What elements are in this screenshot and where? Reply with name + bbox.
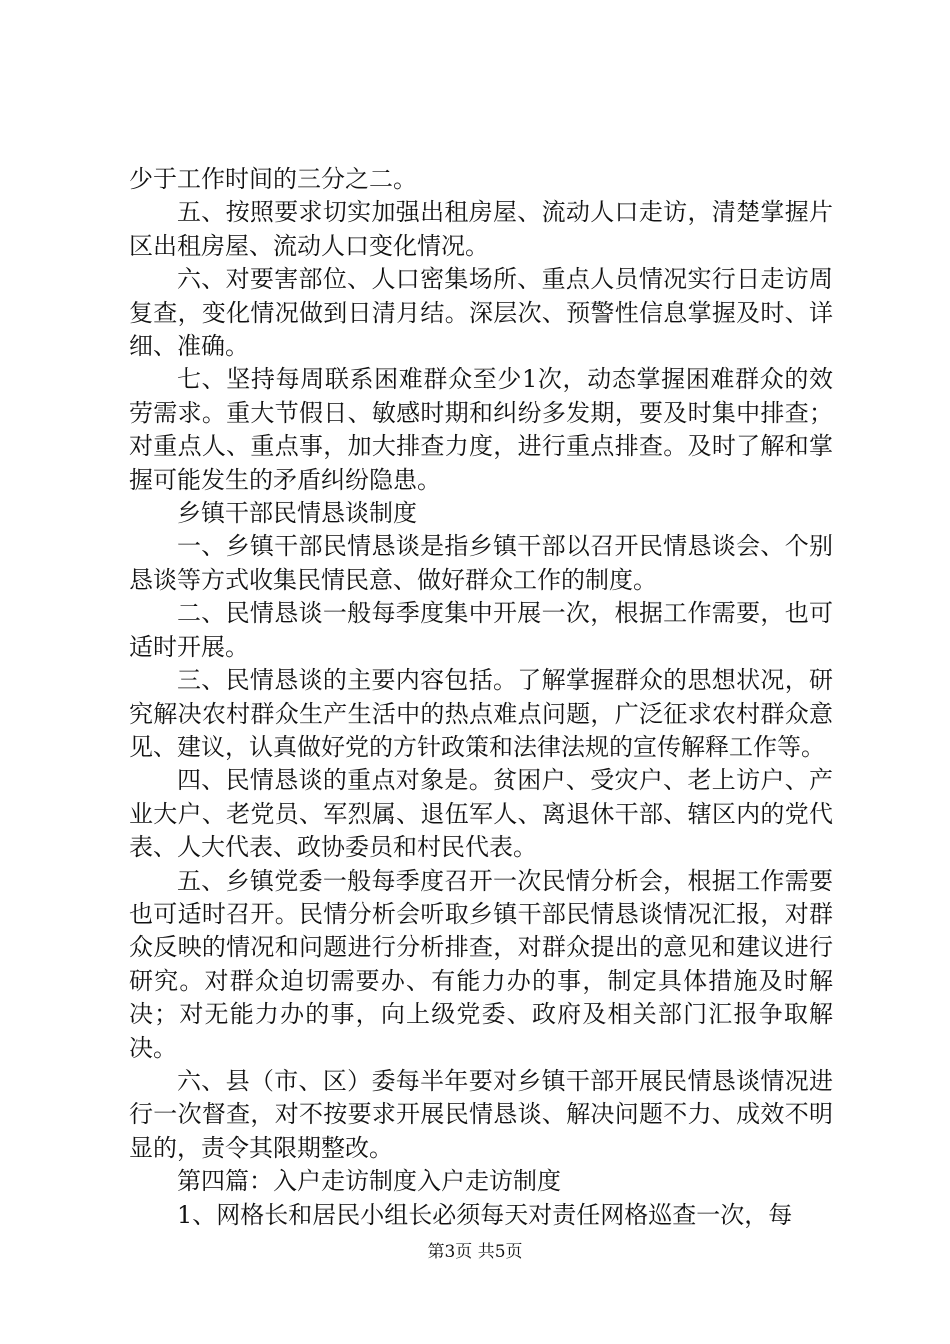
page-number-label: 第3页 共5页 bbox=[427, 1242, 523, 1262]
document-body bbox=[129, 163, 833, 1232]
paragraph-continuation: 少于工作时间的三分之二。 bbox=[129, 165, 417, 193]
paragraph-kentan-3: 三、民情恳谈的主要内容包括。了解掌握群众的思想状况，研究解决农村群众生产生活中的热点难点问题，广泛征求农村群众意见、建议，认真做好党的方针政策和法律法规的宣传解释工作等。 bbox=[129, 666, 833, 761]
paragraph-grid-patrol-1: 1、网格长和居民小组长必须每天对责任网格巡查一次，每 bbox=[177, 1200, 793, 1229]
section-heading-part-four: 第四篇：入户走访制度入户走访制度 bbox=[177, 1167, 561, 1196]
paragraph-kentan-2: 二、民情恳谈一般每季度集中开展一次，根据工作需要，也可适时开展。 bbox=[129, 599, 833, 661]
paragraph-item-6-key-locations: 六、对要害部位、人口密集场所、重点人员情况实行日走访周复查，变化情况做到日清月结。深层次、预警性信息掌握及时、详细、准确。 bbox=[129, 265, 833, 361]
paragraph-kentan-6: 六、县（市、区）委每半年要对乡镇干部开展民情恳谈情况进行一次督查，对不按要求开展民情恳谈、解决问题不力、成效不明显的，责令其限期整改。 bbox=[129, 1066, 833, 1162]
page-footer bbox=[0, 1241, 950, 1263]
paragraph-item-5-rental-visits: 五、按照要求切实加强出租房屋、流动人口走访，清楚掌握片区出租房屋、流动人口变化情况。 bbox=[129, 198, 833, 260]
paragraph-kentan-1: 一、乡镇干部民情恳谈是指乡镇干部以召开民情恳谈会、个别恳谈等方式收集民情民意、做好群众工作的制度。 bbox=[129, 532, 833, 594]
section-heading-minqing-kentan: 乡镇干部民情恳谈制度 bbox=[177, 499, 417, 528]
paragraph-kentan-4: 四、民情恳谈的重点对象是。贫困户、受灾户、老上访户、产业大户、老党员、军烈属、退伍军人、离退休干部、辖区内的党代表、人大代表、政协委员和村民代表。 bbox=[129, 766, 833, 862]
paragraph-kentan-5: 五、乡镇党委一般每季度召开一次民情分析会，根据工作需要也可适时召开。民情分析会听取乡镇干部民情恳谈情况汇报，对群众反映的情况和问题进行分析排查，对群众提出的意见和建议进行研究。对群众迫切需要办、有能力办的事，制定具体措施及时解决；对无能力办的事，向上级党委、政府及相关部门汇报争取解决。 bbox=[129, 866, 833, 1062]
paragraph-item-7-needy-contact: 七、坚持每周联系困难群众至少1次，动态掌握困难群众的效劳需求。重大节假日、敏感时期和纠纷多发期，要及时集中排查；对重点人、重点事，加大排查力度，进行重点排查。及时了解和掌握可能发生的矛盾纠纷隐患。 bbox=[129, 365, 833, 494]
